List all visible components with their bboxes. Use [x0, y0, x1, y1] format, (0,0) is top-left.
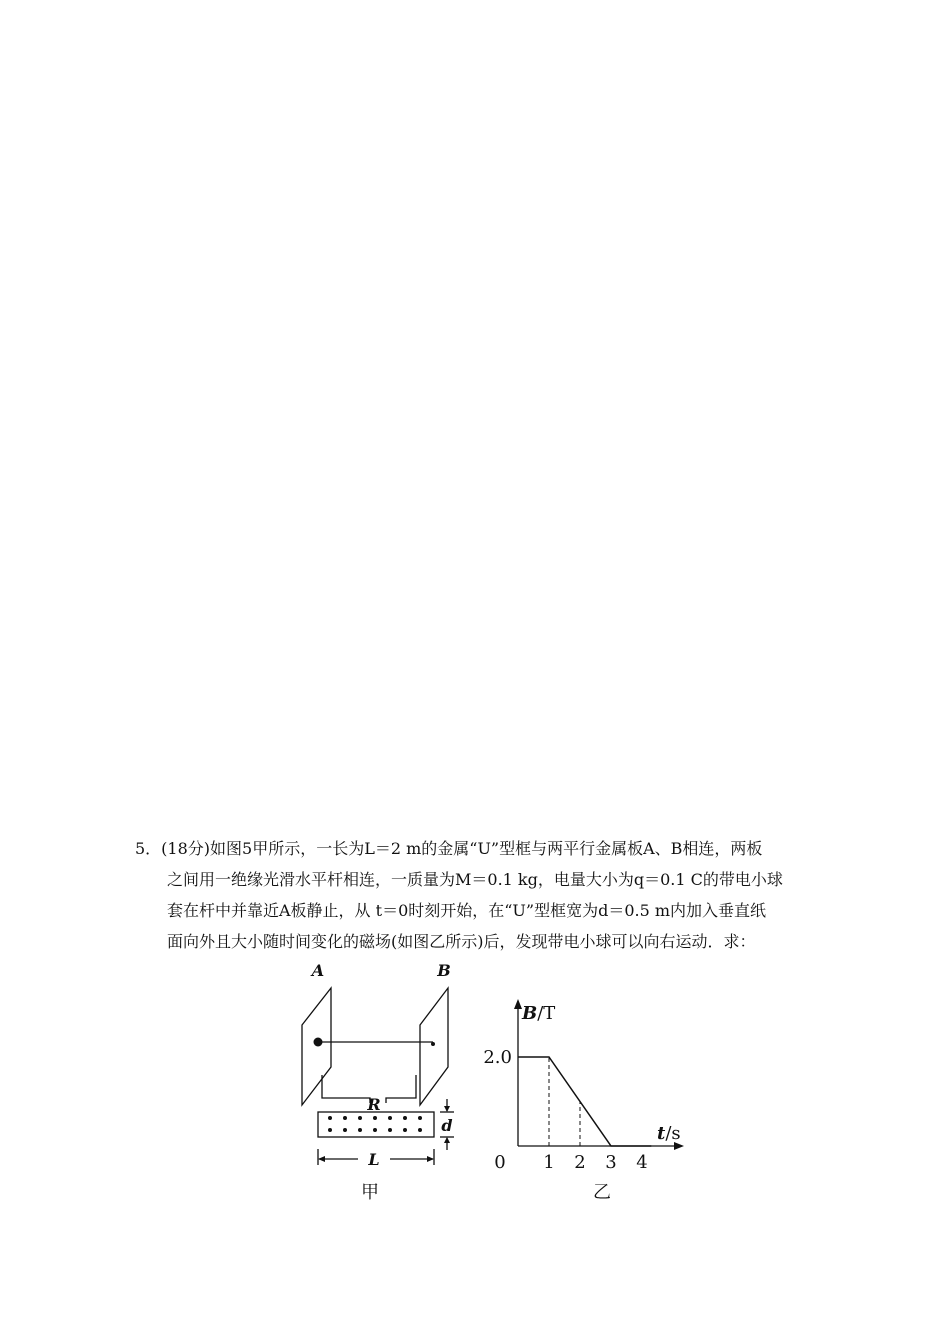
field-dot: [403, 1128, 407, 1132]
wire-right: [386, 1075, 416, 1103]
figure-yi: [483, 999, 684, 1203]
caption-jia: 甲: [361, 1182, 379, 1203]
problem-line-2: 之间用一绝缘光滑水平杆相连，一质量为M＝0.1 kg，电量大小为q＝0.1 C的带电小球: [167, 870, 783, 889]
field-dot: [358, 1116, 362, 1120]
y-axis-arrowhead: [514, 999, 522, 1009]
field-dot: [373, 1128, 377, 1132]
x-tick-label: 3: [605, 1152, 617, 1173]
figure-jia: [302, 988, 454, 1165]
field-dot: [373, 1116, 377, 1120]
field-dot: [328, 1116, 332, 1120]
y-axis-label: B/T: [522, 1003, 556, 1024]
field-dot: [388, 1128, 392, 1132]
label-resistor: R: [367, 1095, 381, 1114]
guide-lines: [549, 1057, 580, 1146]
field-dot: [343, 1128, 347, 1132]
d-arrowhead-top: [444, 1106, 450, 1112]
x-tick-label: 1: [543, 1152, 555, 1173]
magnetic-field-dots: [328, 1116, 422, 1132]
x-tick-labels: [494, 1152, 647, 1173]
field-dot: [418, 1116, 422, 1120]
problem-text: [135, 833, 825, 957]
problem-line-1: 5．(18分)如图5甲所示，一长为L＝2 m的金属“U”型框与两平行金属板A、B相连，两板: [135, 839, 763, 858]
problem-line-4: 面向外且大小随时间变化的磁场(如图乙所示)后，发现带电小球可以向右运动．求：: [167, 932, 756, 951]
field-dot: [328, 1128, 332, 1132]
plate-a: [302, 988, 331, 1105]
figure-svg: [290, 955, 710, 1205]
caption-yi: 乙: [593, 1182, 611, 1203]
field-dot: [388, 1116, 392, 1120]
field-dot: [343, 1116, 347, 1120]
field-dot: [358, 1128, 362, 1132]
l-arrowhead-right: [427, 1156, 434, 1162]
plate-b: [420, 988, 448, 1105]
label-plate-b: B: [437, 961, 451, 980]
u-frame-field-region: [318, 1112, 434, 1137]
field-dot: [403, 1116, 407, 1120]
charged-ball: [314, 1038, 323, 1047]
figures: [290, 955, 710, 1205]
l-arrowhead-left: [318, 1156, 325, 1162]
x-tick-label: 4: [636, 1152, 648, 1173]
plate-b-dot: [431, 1042, 435, 1046]
label-width-d: d: [441, 1116, 453, 1135]
x-axis-label: t/s: [657, 1123, 681, 1144]
field-dot: [418, 1128, 422, 1132]
label-plate-a: A: [311, 961, 325, 980]
label-length-l: L: [368, 1150, 380, 1169]
x-tick-label: 0: [494, 1152, 506, 1173]
d-arrowhead-bottom: [444, 1137, 450, 1143]
x-tick-label: 2: [574, 1152, 586, 1173]
y-tick-label: 2.0: [483, 1047, 512, 1068]
problem-line-3: 套在杆中并靠近A板静止，从 t＝0时刻开始，在“U”型框宽为d＝0.5 m内加入垂直纸: [167, 901, 767, 920]
wire-left: [322, 1075, 370, 1103]
b-t-series-line: [518, 1057, 651, 1146]
